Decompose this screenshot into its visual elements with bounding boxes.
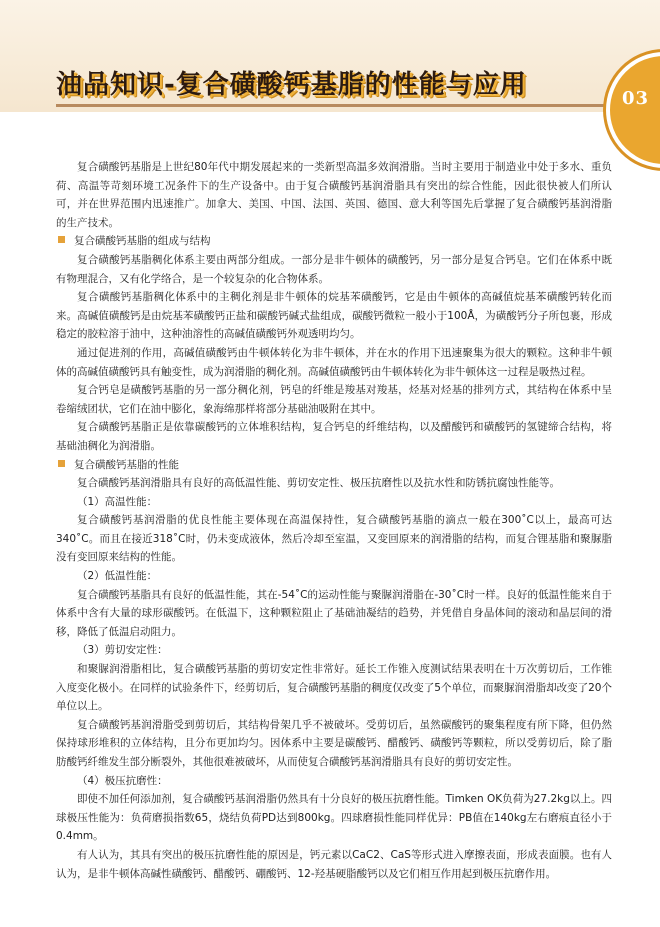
article-body xyxy=(56,158,612,883)
paragraph: 复合磺酸钙基润滑脂的优良性能主要体现在高温保持性，复合磺酸钙基脂的滴点一般在300˚C以上，最高可达340˚C。而且在接近318˚C时，仍未变成液体，然后冷却至室温，又变回原来的润滑脂的结构，而复合锂基脂和聚脲脂没有变回原来结构的性能。 xyxy=(56,514,612,564)
subheading: （4）极压抗磨性： xyxy=(77,774,168,787)
paragraph: 复合磺酸钙基脂稠化体系主要由两部分组成。一部分是非牛顿体的磺酸钙，另一部分是复合钙皂。它们在体系中既有物理混合，又有化学络合，是一个较复杂的化合物体系。 xyxy=(56,253,612,285)
paragraph: 即使不加任何添加剂，复合磺酸钙基润滑脂仍然具有十分良好的极压抗磨性能。Timken OK负荷为27.2kg以上。四球极压性能为：负荷磨损指数65，烧结负荷PD达到800kg。四球磨损性能同样优异：PB值在140kg左右磨痕直径小于0.4mm。 xyxy=(56,793,612,843)
paragraph: 复合磺酸钙基脂具有良好的低温性能，其在-54˚C的运动性能与聚脲润滑脂在-30˚C时一样。良好的低温性能来自于体系中含有大量的球形碳酸钙。在低温下，这种颗粒阻止了基础油凝结的趋势，并凭借自身晶体间的滚动和晶层间的滑移，降低了低温启动阻力。 xyxy=(56,588,612,638)
paragraph: 和聚脲润滑脂相比，复合磺酸钙基脂的剪切安定性非常好。延长工作锥入度测试结果表明在十万次剪切后，工作锥入度变化极小。在同样的试验条件下，经剪切后，复合磺酸钙基脂的稠度仅改变了5个单位，而聚脲润滑脂却改变了20个单位以上。 xyxy=(56,663,612,713)
paragraph: 复合磺酸钙基脂是上世纪80年代中期发展起来的一类新型高温多效润滑脂。当时主要用于制造业中处于多水、重负荷、高温等苛刻环境工况条件下的生产设备中。由于复合磺酸钙基润滑脂具有突出的综合性能，因此很快被人们所认可，并在世界范围内迅速推广。加拿大、美国、中国、法国、英国、德国、意大利等国先后掌握了复合磺酸钙基润滑脂的生产技术。 xyxy=(56,161,612,229)
subheading: （1）高温性能： xyxy=(77,495,158,508)
page-title: 油品知识-复合磺酸钙基脂的性能与应用 xyxy=(56,70,527,100)
subheading: （2）低温性能： xyxy=(77,570,158,583)
paragraph: 复合磺酸钙基脂正是依靠碳酸钙的立体堆积结构，复合钙皂的纤维结构，以及醋酸钙和磺酸钙的氢键缔合结构，将基础油稠化为润滑脂。 xyxy=(56,421,612,452)
title-underline xyxy=(56,104,611,107)
paragraph: 有人认为，其具有突出的极压抗磨性能的原因是，钙元素以CaC2、CaS等形式进入摩擦表面，形成表面膜。也有人认为，是非牛顿体高碱性磺酸钙、醋酸钙、硼酸钙、12-羟基硬脂酸钙以及它们相互作用起到极压抗磨作用。 xyxy=(56,848,612,880)
paragraph: 复合磺酸钙基润滑脂具有良好的高低温性能、剪切安定性、极压抗磨性以及抗水性和防锈抗腐蚀性能等。 xyxy=(77,477,560,490)
bullet-square-icon xyxy=(58,236,65,243)
section-heading xyxy=(56,456,612,475)
section-heading-text: 复合磺酸钙基脂的性能 xyxy=(74,458,179,471)
paragraph: 复合钙皂是磺酸钙基脂的另一部分稠化剂，钙皂的纤维是羧基对羧基，烃基对烃基的排列方式，其结构在体系中呈卷缩绒团状，它们在油中膨化，象海绵那样将部分基础油吸附在其中。 xyxy=(56,384,612,415)
paragraph: 复合磺酸钙基脂稠化体系中的主稠化剂是非牛顿体的烷基苯磺酸钙，它是由牛顿体的高碱值烷基苯磺酸钙转化而来。高碱值磺酸钙是由烷基苯磺酸钙正盐和碳酸钙碱式盐组成，碳酸钙微粒一般小于100Å，为磺酸钙分子所包裹，形成稳定的胶粒溶于油中，这种油溶性的高碱值磺酸钙外观透明均匀。 xyxy=(56,291,612,341)
paragraph: 通过促进剂的作用，高碱值磺酸钙由牛顿体转化为非牛顿体，并在水的作用下迅速聚集为很大的颗粒。这种非牛顿体的高碱值磺酸钙具有触变性，成为润滑脂的稠化剂。高碱值磺酸钙由牛顿体转化为非牛顿体这一过程是吸热过程。 xyxy=(56,346,612,378)
section-heading-text: 复合磺酸钙基脂的组成与结构 xyxy=(74,235,211,248)
page-number: 03 xyxy=(622,88,650,109)
bullet-square-icon xyxy=(58,460,65,467)
paragraph: 复合磺酸钙基润滑脂受到剪切后，其结构骨架几乎不被破坏。受剪切后，虽然碳酸钙的聚集程度有所下降，但仍然保持球形堆积的立体结构，且分布更加均匀。因体系中主要是碳酸钙、醋酸钙、磺酸钙等颗粒，所以受剪切后，除了脂肪酸钙纤维发生部分断裂外，其他很难被破坏，从而使复合磺酸钙基润滑脂具有良好的剪切安定性。 xyxy=(56,718,612,768)
subheading: （3）剪切安定性： xyxy=(77,644,168,657)
section-heading xyxy=(56,232,612,251)
